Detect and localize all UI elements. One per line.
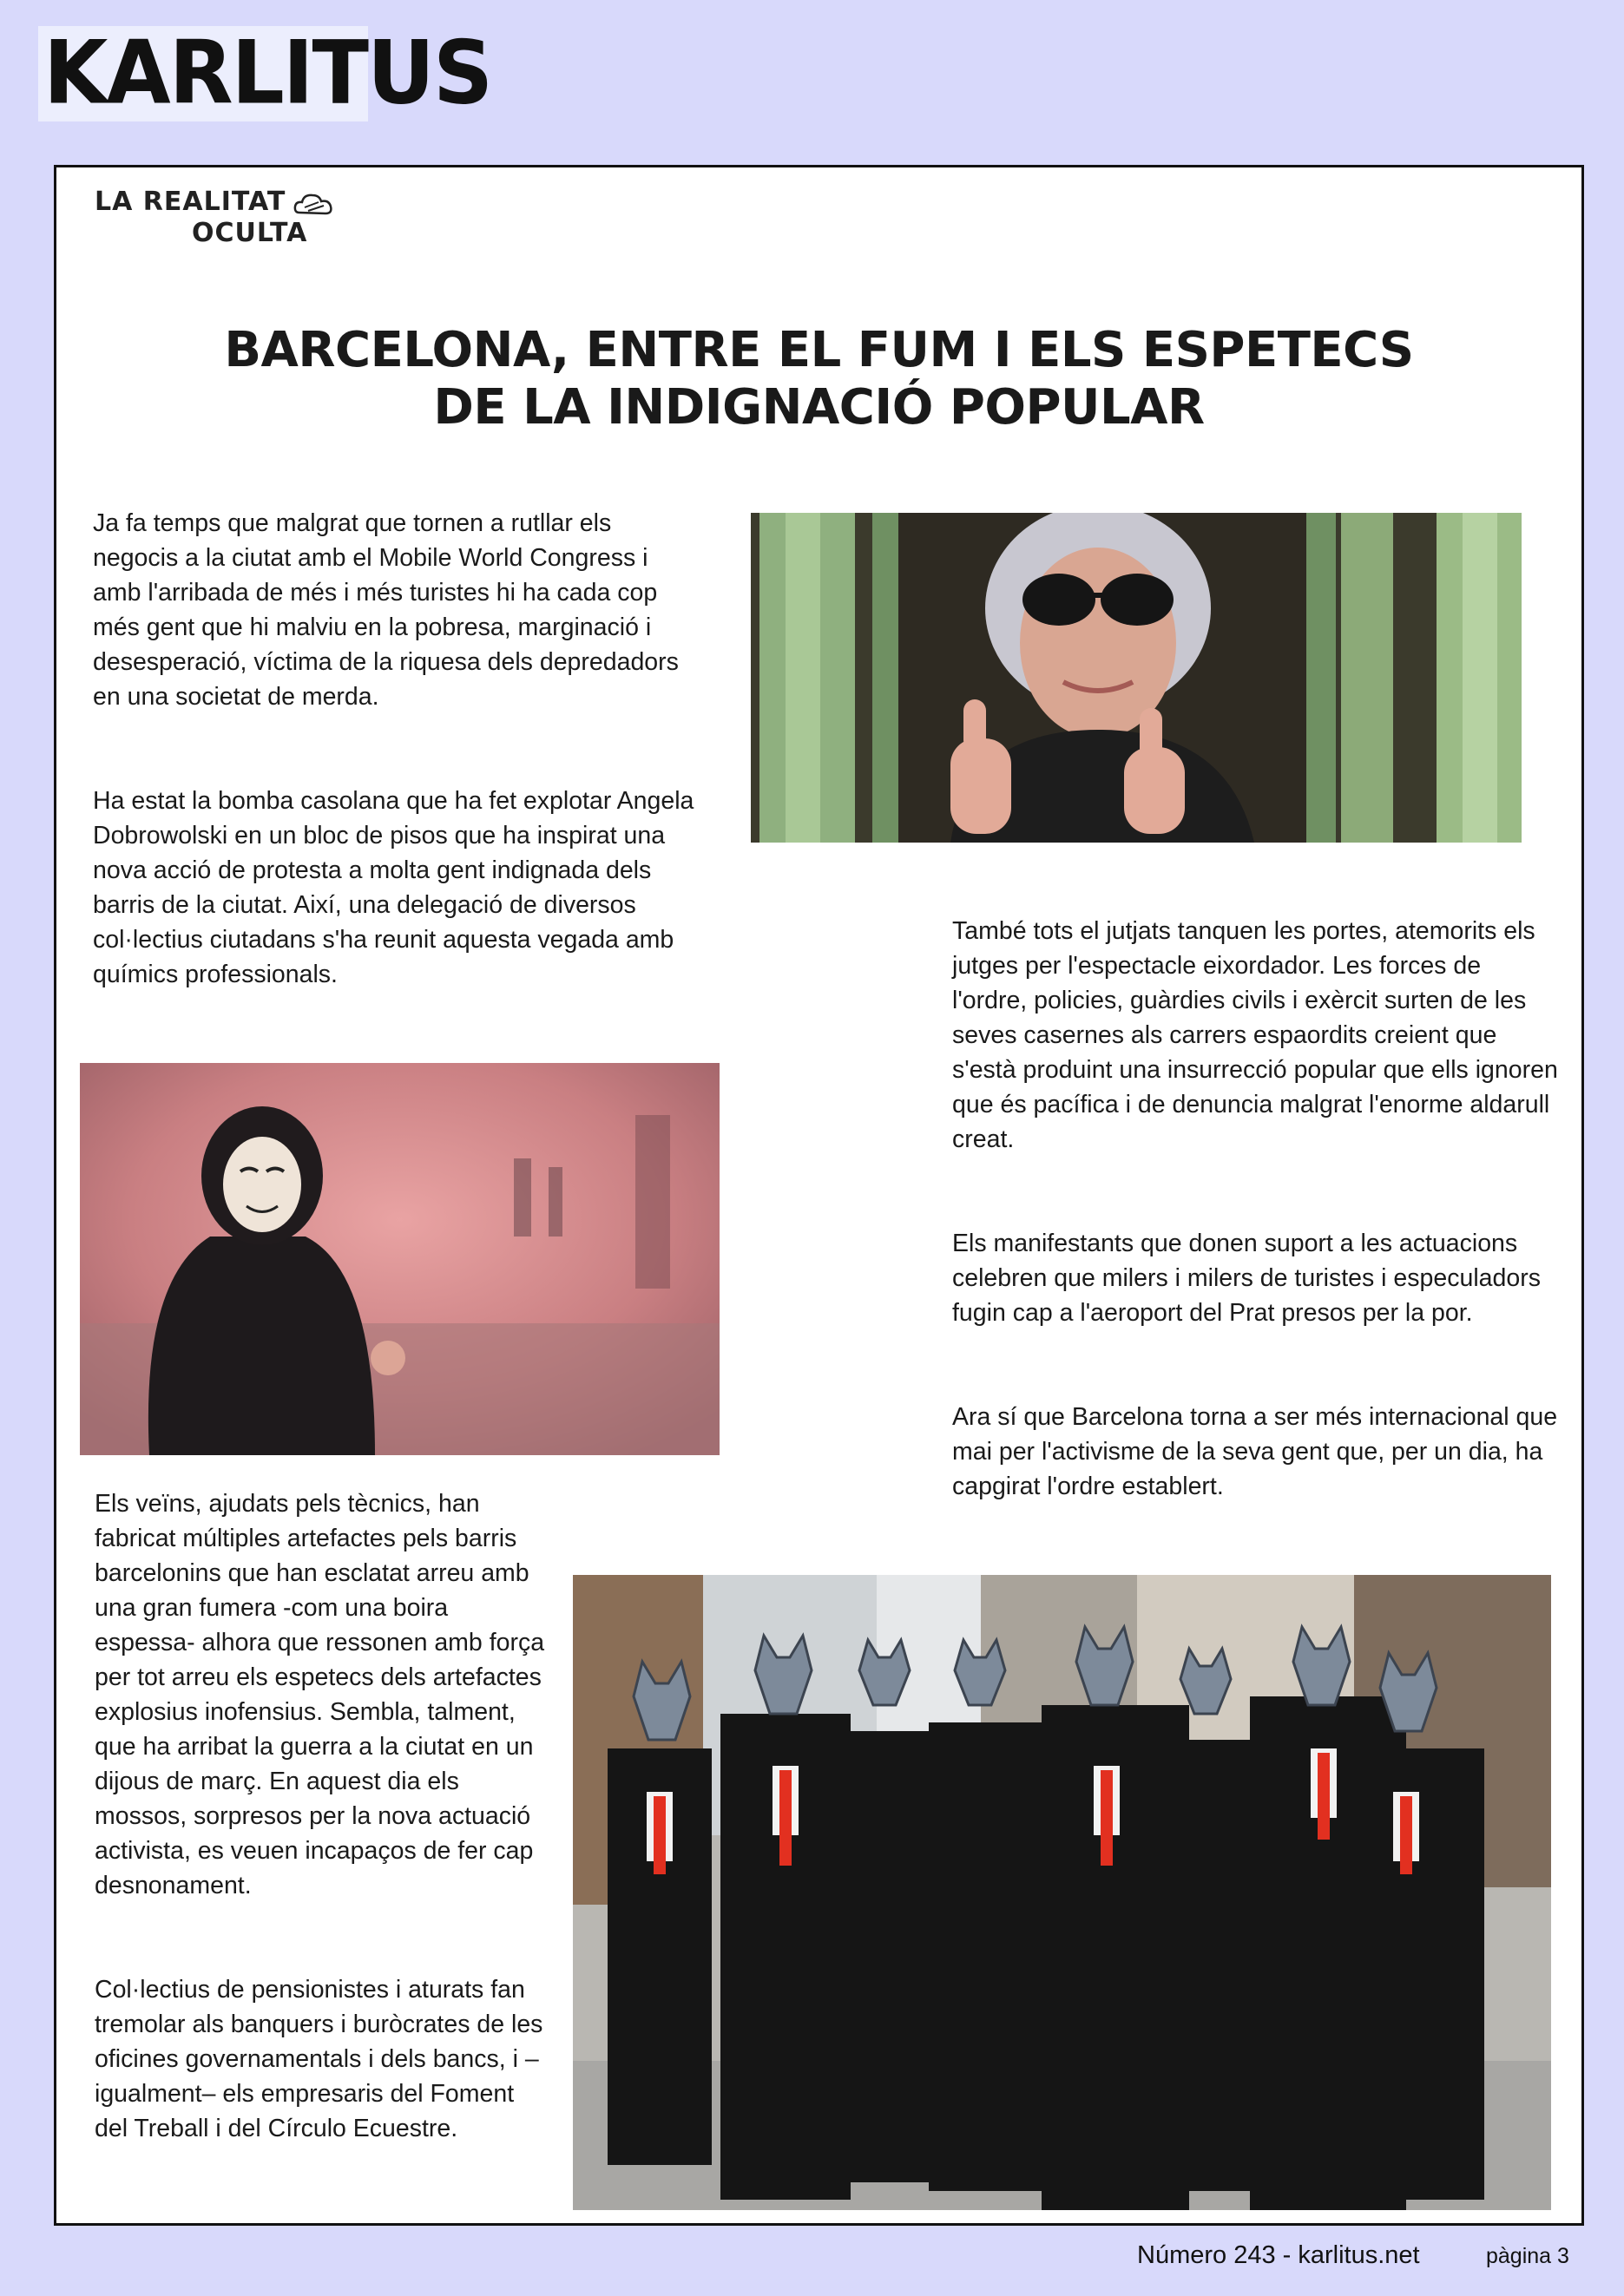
section-logo-line1: LA REALITAT [95,187,286,217]
paragraph-3: Els veïns, ajudats pels tècnics, han fabricat múltiples artefactes pels barris barcelonins que han esclatat arreu amb una gran fumera -com una boira espessa- alhora que ressonen amb força per tot arreu els espetecs dels artefactes explosius inofensius. Sembla, talment, que ha arribat la guerra a la ciutat en un dijous de març. En aquest dia els mossos, sorpresos per la nova actuació activista, es veuen incapaços de fer cap desnonament. [95,1490,545,1899]
section-logo-line2: OCULTA [192,218,308,248]
headline-line-2: DE LA INDIGNACIÓ POPULAR [433,379,1205,436]
paragraph-2: Ha estat la bomba casolana que ha fet explotar Angela Dobrowolski en un bloc de pisos que ha inspirat una nova acció de protesta a molta gent indignada dels barris de la ciutat. Així, una delegació de diversos col·lectius ciutadans s'ha reunit aquesta vegada amb químics professionals. [93,787,694,988]
masthead [38,22,492,124]
photo-wolf-mask-group [573,1575,1551,2210]
cloud-icon [293,190,334,221]
paragraph-5: També tots el jutjats tanquen les portes, atemorits els jutges per l'espectacle eixordador. Les forces de l'ordre, policies, guàrdies civils i exèrcit surten de les seves casernes als carrers espaordits creient que s'està produint una insurrecció popular que ells ignoren que és pacífica i de denuncia malgrat l'enorme aldarull creat. [952,917,1558,1153]
paragraph-7: Ara sí que Barcelona torna a ser més internacional que mai per l'activisme de la seva gent que, per un dia, ha capgirat l'ordre establert. [952,1403,1558,1500]
footer-page-number: pàgina 3 [1486,2244,1569,2268]
paragraph-1: Ja fa temps que malgrat que tornen a rutllar els negocis a la ciutat amb el Mobile World Congress i amb l'arribada de més i més turistes hi ha cada cop més gent que hi malviu en la pobresa, marginació i desesperació, víctima de la riquesa dels depredadors en una societat de merda. [93,509,679,711]
paragraph-6: Els manifestants que donen suport a les actuacions celebren que milers i milers de turistes i especuladors fugin cap a l'aeroport del Prat presos per la por. [952,1230,1541,1327]
photo-woman-behind-bars [751,513,1522,843]
section-logo [95,185,320,254]
article-page [54,165,1584,2226]
footer-issue: Número 243 - karlitus.net [1137,2241,1420,2269]
masthead-title: KARLITUS [43,22,492,124]
paragraph-4: Col·lectius de pensionistes i aturats fan tremolar als banquers i buròcrates de les oficines governamentals i dels bancs, i –igualment– els empresaris del Foment del Treball i del Círculo Ecuestre. [95,1976,543,2142]
photo-masked-figure-smoke [80,1063,720,1455]
headline-line-1: BARCELONA, ENTRE EL FUM I ELS ESPETECS [224,322,1414,378]
